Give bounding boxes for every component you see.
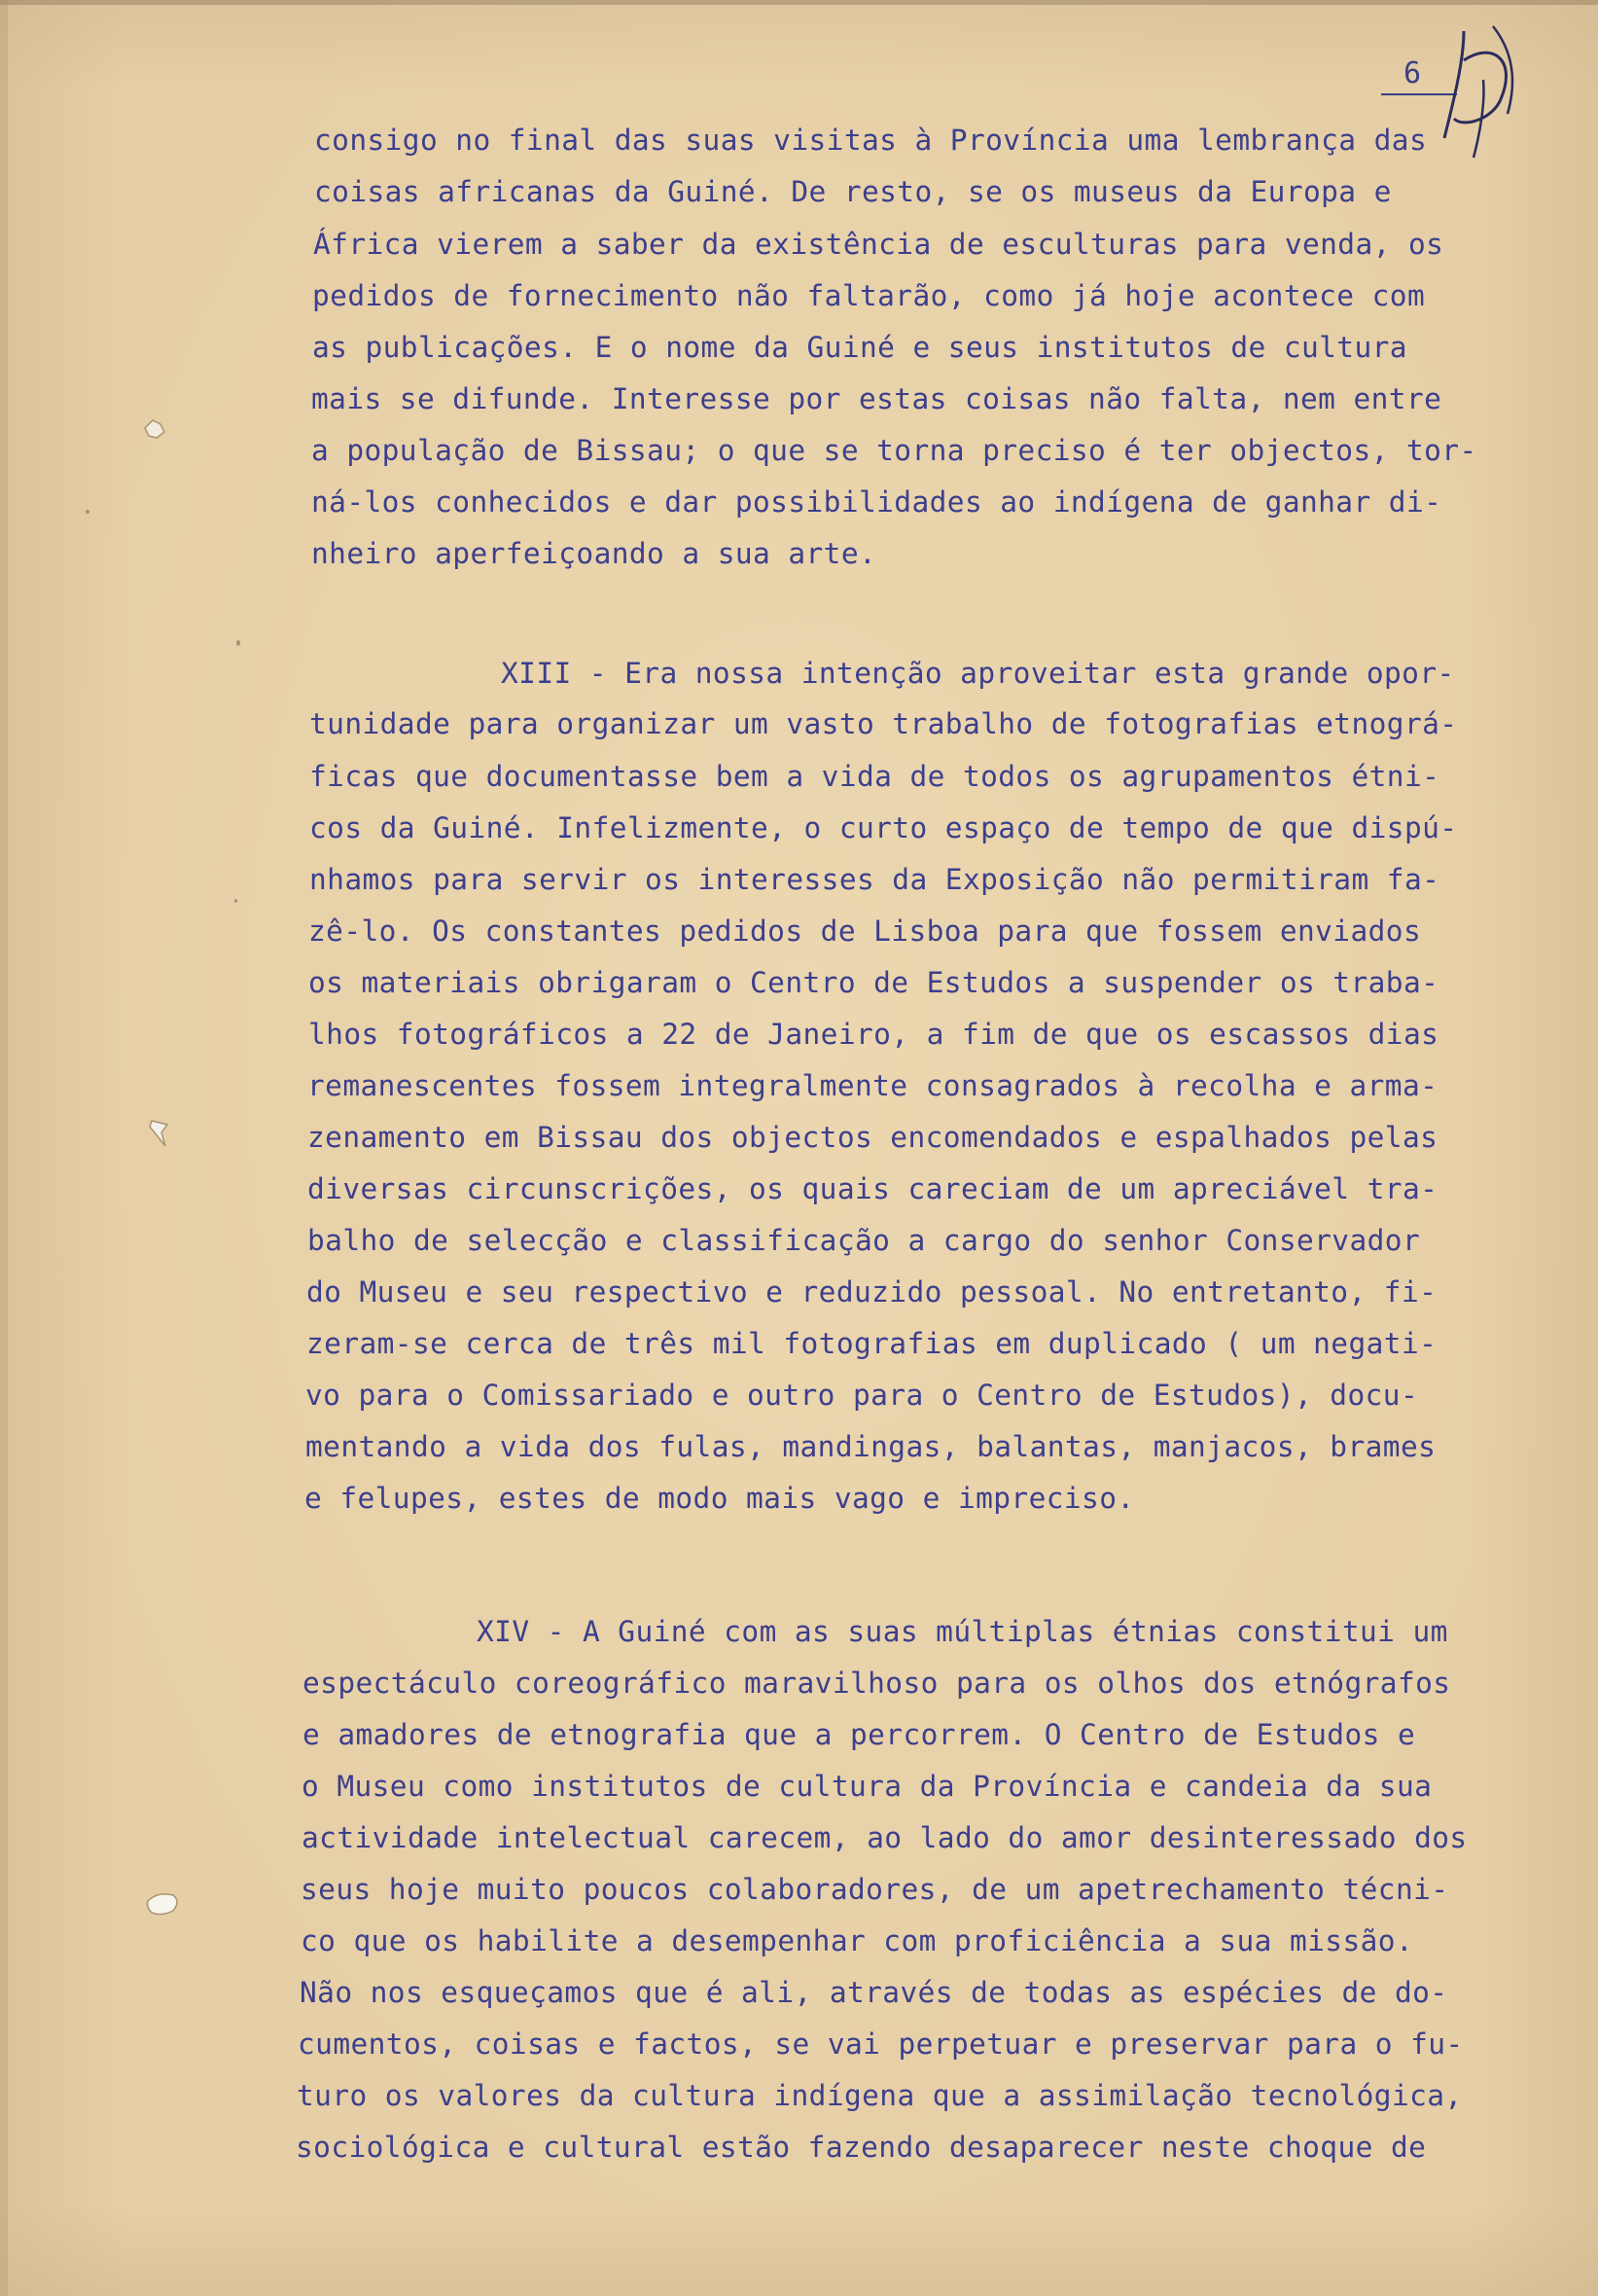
- text-line: mais se difunde. Interesse por estas coisas não falta, nem entre: [311, 382, 1442, 415]
- text-line: turo os valores da cultura indígena que a assimilação tecnológica,: [297, 2079, 1463, 2112]
- text-line: XIV - A Guiné com as suas múltiplas étnias constitui um: [477, 1615, 1448, 1648]
- text-line: zê-lo. Os constantes pedidos de Lisboa para que fossem enviados: [308, 915, 1422, 948]
- text-line: diversas circunscrições, os quais careciam de um apreciável tra-: [307, 1172, 1438, 1205]
- handwritten-folio-mark: [1425, 21, 1542, 167]
- text-line: lhos fotográficos a 22 de Janeiro, a fim de que os escassos dias: [308, 1018, 1439, 1051]
- text-line: ficas que documentasse bem a vida de todos os agrupamentos étni-: [309, 760, 1440, 793]
- punch-hole-1: [141, 416, 170, 444]
- text-line: cumentos, coisas e factos, se vai perpetuar e preservar para o fu-: [298, 2027, 1464, 2061]
- text-line: África vierem a saber da existência de esculturas para venda, os: [313, 228, 1444, 261]
- paper-speck: [86, 510, 89, 514]
- text-line: balho de selecção e classificação a cargo do senhor Conservador: [307, 1224, 1421, 1257]
- text-line: e amadores de etnografia que a percorrem. O Centro de Estudos e: [302, 1718, 1416, 1751]
- punch-hole-3: [144, 1889, 185, 1920]
- paper-speck: [236, 640, 240, 646]
- text-line: as publicações. E o nome da Guiné e seus institutos de cultura: [312, 331, 1407, 364]
- text-line: cos da Guiné. Infelizmente, o curto espaço de tempo de que dispú-: [309, 811, 1458, 844]
- text-line: zenamento em Bissau dos objectos encomendados e espalhados pelas: [307, 1121, 1438, 1154]
- text-line: do Museu e seu respectivo e reduzido pessoal. No entretanto, fi-: [306, 1275, 1438, 1309]
- text-line: seus hoje muito poucos colaboradores, de um apetrechamento técni-: [301, 1873, 1449, 1906]
- text-line: consigo no final das suas visitas à Província uma lembrança das: [314, 124, 1428, 157]
- text-line: vo para o Comissariado e outro para o Centro de Estudos), docu-: [305, 1379, 1419, 1412]
- text-line: tunidade para organizar um vasto trabalho de fotografias etnográ-: [309, 707, 1458, 740]
- text-line: actividade intelectual carecem, ao lado do amor desinteressado dos: [302, 1821, 1468, 1854]
- text-line: espectáculo coreográfico maravilhoso para os olhos dos etnógrafos: [302, 1667, 1451, 1700]
- text-line: sociológica e cultural estão fazendo desaparecer neste choque de: [296, 2131, 1427, 2164]
- text-line: coisas africanas da Guiné. De resto, se os museus da Europa e: [314, 175, 1392, 208]
- paper-edge-left: [0, 0, 8, 2296]
- text-line: XIII - Era nossa intenção aproveitar esta grande opor-: [501, 657, 1455, 690]
- text-line: nheiro aperfeiçoando a sua arte.: [311, 537, 877, 570]
- text-line: ná-los conhecidos e dar possibilidades ao indígena de ganhar di-: [311, 485, 1442, 519]
- text-line: mentando a vida dos fulas, mandingas, balantas, manjacos, brames: [305, 1430, 1437, 1463]
- text-line: co que os habilite a desempenhar com proficiência a sua missão.: [301, 1924, 1414, 1957]
- paper-speck: [234, 899, 237, 903]
- text-line: os materiais obrigaram o Centro de Estudos a suspender os traba-: [308, 966, 1439, 999]
- text-line: zeram-se cerca de três mil fotografias em duplicado ( um negati-: [306, 1327, 1438, 1360]
- text-line: Não nos esqueçamos que é ali, através de todas as espécies de do-: [300, 1976, 1448, 2009]
- text-line: o Museu como institutos de cultura da Província e candeia da sua: [302, 1770, 1433, 1803]
- text-line: e felupes, estes de modo mais vago e impreciso.: [304, 1482, 1135, 1515]
- text-line: pedidos de fornecimento não faltarão, como já hoje acontece com: [312, 279, 1426, 312]
- text-line: a população de Bissau; o que se torna preciso é ter objectos, tor-: [311, 434, 1477, 467]
- text-line: nhamos para servir os interesses da Exposição não permitiram fa-: [309, 863, 1440, 896]
- punch-hole-2: [146, 1117, 175, 1150]
- paper-edge-top: [0, 0, 1598, 5]
- text-line: remanescentes fossem integralmente consagrados à recolha e arma-: [307, 1069, 1438, 1102]
- page-number: 6: [1403, 56, 1423, 90]
